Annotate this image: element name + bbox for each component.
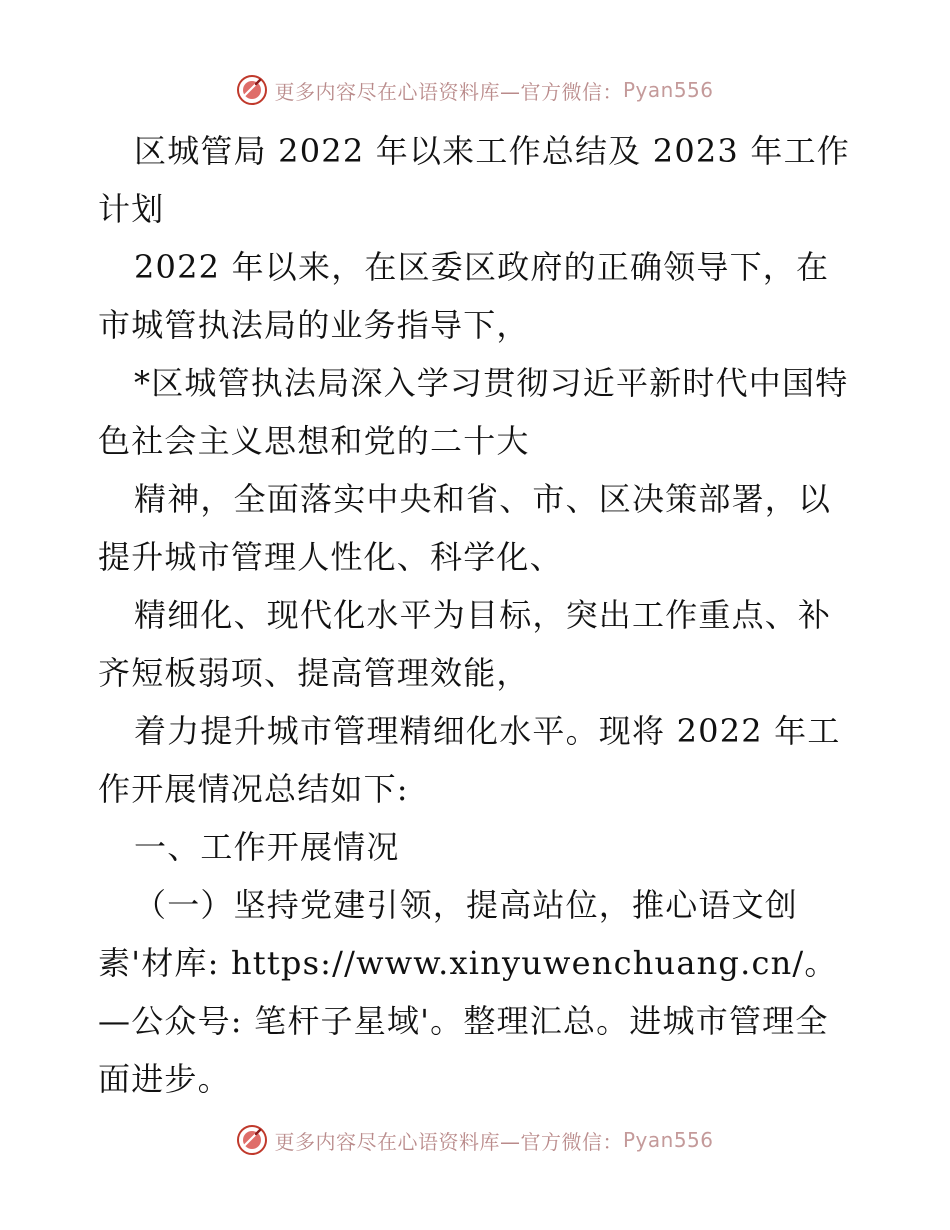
document-title: 区城管局 2022 年以来工作总结及 2023 年工作计划	[98, 132, 850, 228]
watermark-id: Pyan556	[622, 1128, 714, 1152]
section-heading: 一、工作开展情况	[134, 828, 400, 866]
paragraph-7: （一）坚持党建引领，提高站位，推心语文创素'材库: https://www.xinyuwenchuang.cn/。—公众号: 笔杆子星域'。整理汇总。进城市管理全面进步。	[98, 886, 838, 1098]
watermark-id: Pyan556	[622, 78, 714, 102]
seal-logo-icon	[236, 74, 268, 106]
header-watermark	[0, 70, 950, 110]
watermark-text: 更多内容尽在心语资料库—官方微信：	[274, 79, 623, 104]
document-body	[98, 122, 856, 1108]
paragraph-5: 着力提升城市管理精细化水平。现将 2022 年工作开展情况总结如下:	[98, 712, 841, 808]
paragraph-1: 2022 年以来，在区委区政府的正确领导下，在市城管执法局的业务指导下，	[98, 248, 830, 344]
watermark-text: 更多内容尽在心语资料库—官方微信：	[274, 1129, 623, 1154]
paragraph-3: 精神，全面落实中央和省、市、区决策部署，以提升城市管理人性化、科学化、	[98, 480, 832, 576]
seal-logo-icon	[236, 1124, 268, 1156]
paragraph-4: 精细化、现代化水平为目标，突出工作重点、补齐短板弱项、提高管理效能，	[98, 596, 832, 692]
footer-watermark	[0, 1120, 950, 1160]
paragraph-2: *区城管执法局深入学习贯彻习近平新时代中国特色社会主义思想和党的二十大	[98, 364, 849, 460]
